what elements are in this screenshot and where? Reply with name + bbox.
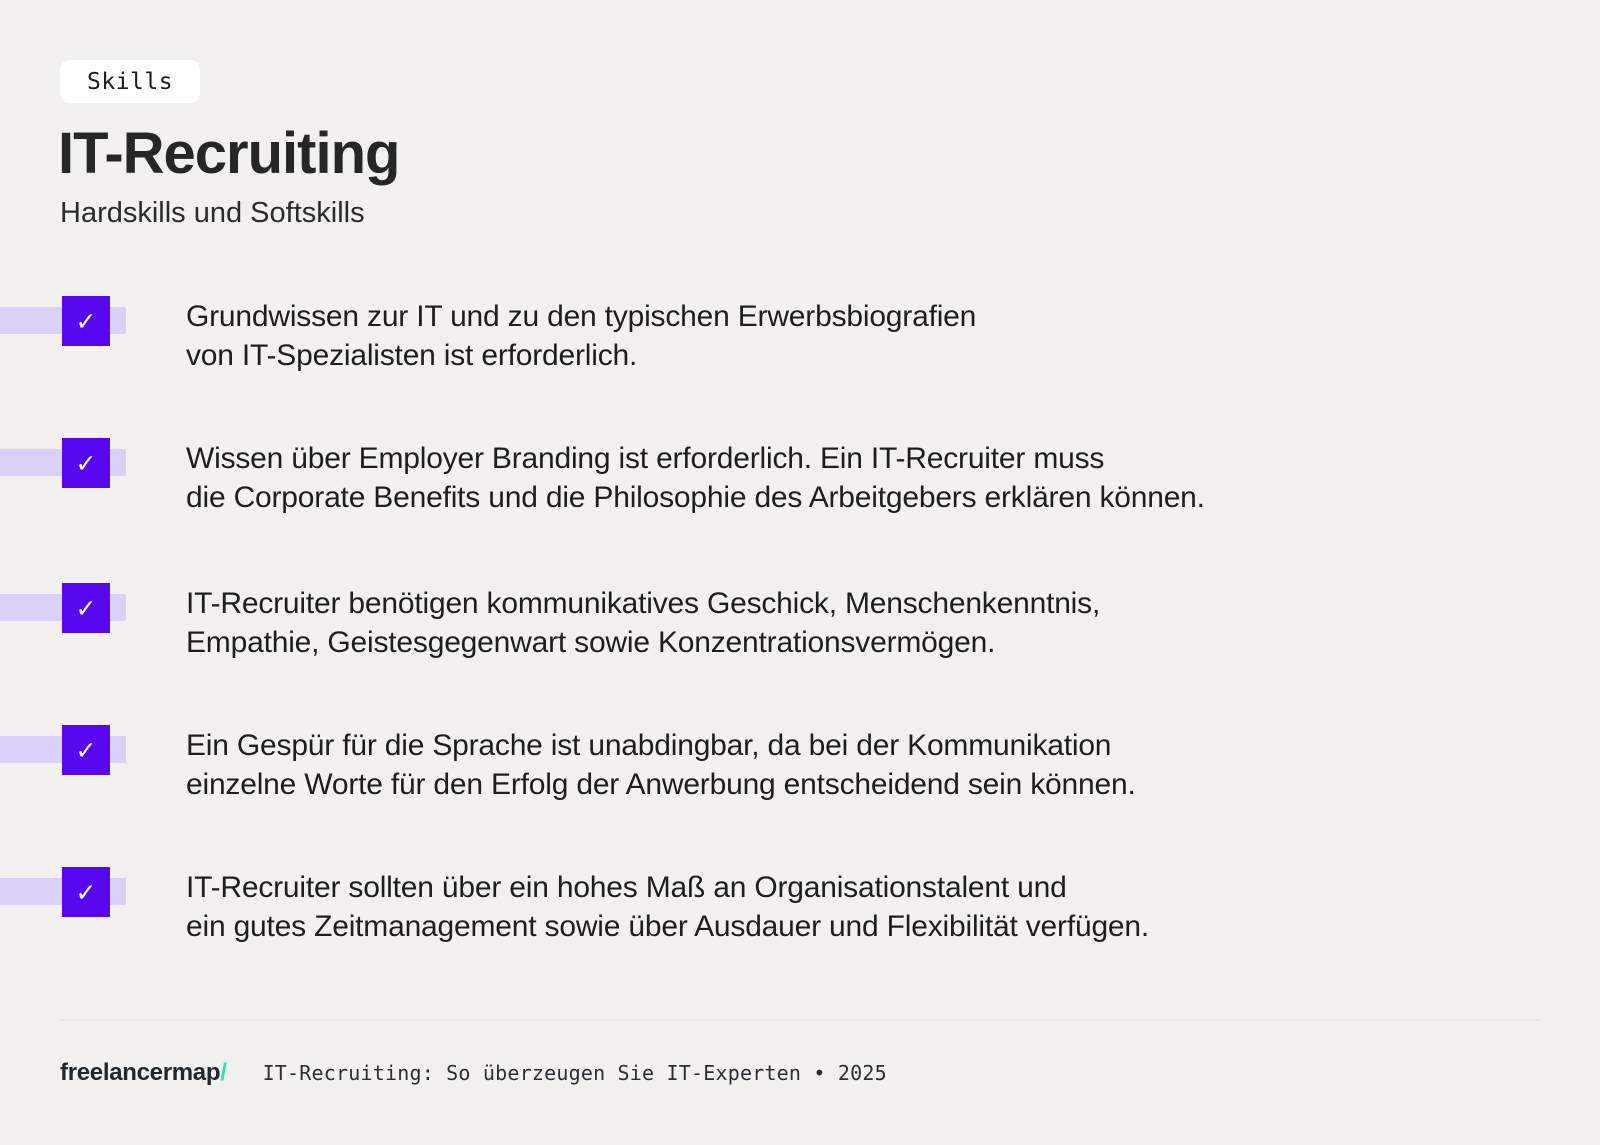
footer bbox=[60, 1050, 1540, 1096]
checklist-item-line: einzelne Worte für den Erfolg der Anwerbung entscheidend sein können. bbox=[186, 768, 1136, 801]
checkmark-icon: ✓ bbox=[75, 735, 97, 765]
checklist-item-line: Empathie, Geistesgegenwart sowie Konzentrationsvermögen. bbox=[186, 626, 996, 659]
checklist-item bbox=[0, 438, 1600, 583]
freelancermap-logo bbox=[60, 1059, 227, 1087]
checklist bbox=[0, 296, 1600, 1009]
footer-divider bbox=[60, 1019, 1540, 1021]
checklist-item-line: Grundwissen zur IT und zu den typischen Erwerbsbiografien bbox=[186, 300, 977, 333]
skills-badge bbox=[60, 60, 200, 103]
page-subtitle: Hardskills und Softskills bbox=[60, 197, 365, 229]
checkmark-icon: ✓ bbox=[75, 448, 97, 478]
checklist-item bbox=[0, 583, 1600, 725]
footer-caption: IT-Recruiting: So überzeugen Sie IT-Experten • 2025 bbox=[262, 1061, 887, 1085]
checkbox-checked[interactable] bbox=[62, 583, 110, 633]
checklist-item-line: die Corporate Benefits und die Philosophie des Arbeitgebers erklären können. bbox=[186, 481, 1205, 514]
checkbox-checked[interactable] bbox=[62, 296, 110, 346]
checkbox-checked[interactable] bbox=[62, 438, 110, 488]
checklist-item-line: IT-Recruiter sollten über ein hohes Maß an Organisationstalent und bbox=[186, 871, 1067, 904]
checklist-item-line: ein gutes Zeitmanagement sowie über Ausdauer und Flexibilität verfügen. bbox=[186, 910, 1150, 943]
page-title: IT-Recruiting bbox=[58, 121, 400, 186]
checkmark-icon: ✓ bbox=[75, 306, 97, 336]
checklist-item-text bbox=[186, 868, 1149, 946]
skills-badge-label: Skills bbox=[87, 68, 174, 95]
checklist-item bbox=[0, 296, 1600, 438]
logo-slash-icon: / bbox=[220, 1059, 227, 1086]
checklist-item-text bbox=[186, 439, 1205, 517]
checklist-item-line: von IT-Spezialisten ist erforderlich. bbox=[186, 339, 638, 372]
checklist-item bbox=[0, 867, 1600, 1009]
checkbox-checked[interactable] bbox=[62, 725, 110, 775]
checklist-item-line: IT-Recruiter benötigen kommunikatives Geschick, Menschenkenntnis, bbox=[186, 587, 1101, 620]
checkmark-icon: ✓ bbox=[75, 593, 97, 623]
checklist-item-text bbox=[186, 726, 1136, 804]
checklist-item bbox=[0, 725, 1600, 867]
checklist-item-line: Wissen über Employer Branding ist erforderlich. Ein IT-Recruiter muss bbox=[186, 442, 1105, 475]
checklist-item-text bbox=[186, 297, 976, 375]
checklist-item-line: Ein Gespür für die Sprache ist unabdingbar, da bei der Kommunikation bbox=[186, 729, 1112, 762]
checklist-item-text bbox=[186, 584, 1100, 662]
checkmark-icon: ✓ bbox=[75, 877, 97, 907]
checkbox-checked[interactable] bbox=[62, 867, 110, 917]
logo-text: freelancermap bbox=[60, 1059, 221, 1086]
